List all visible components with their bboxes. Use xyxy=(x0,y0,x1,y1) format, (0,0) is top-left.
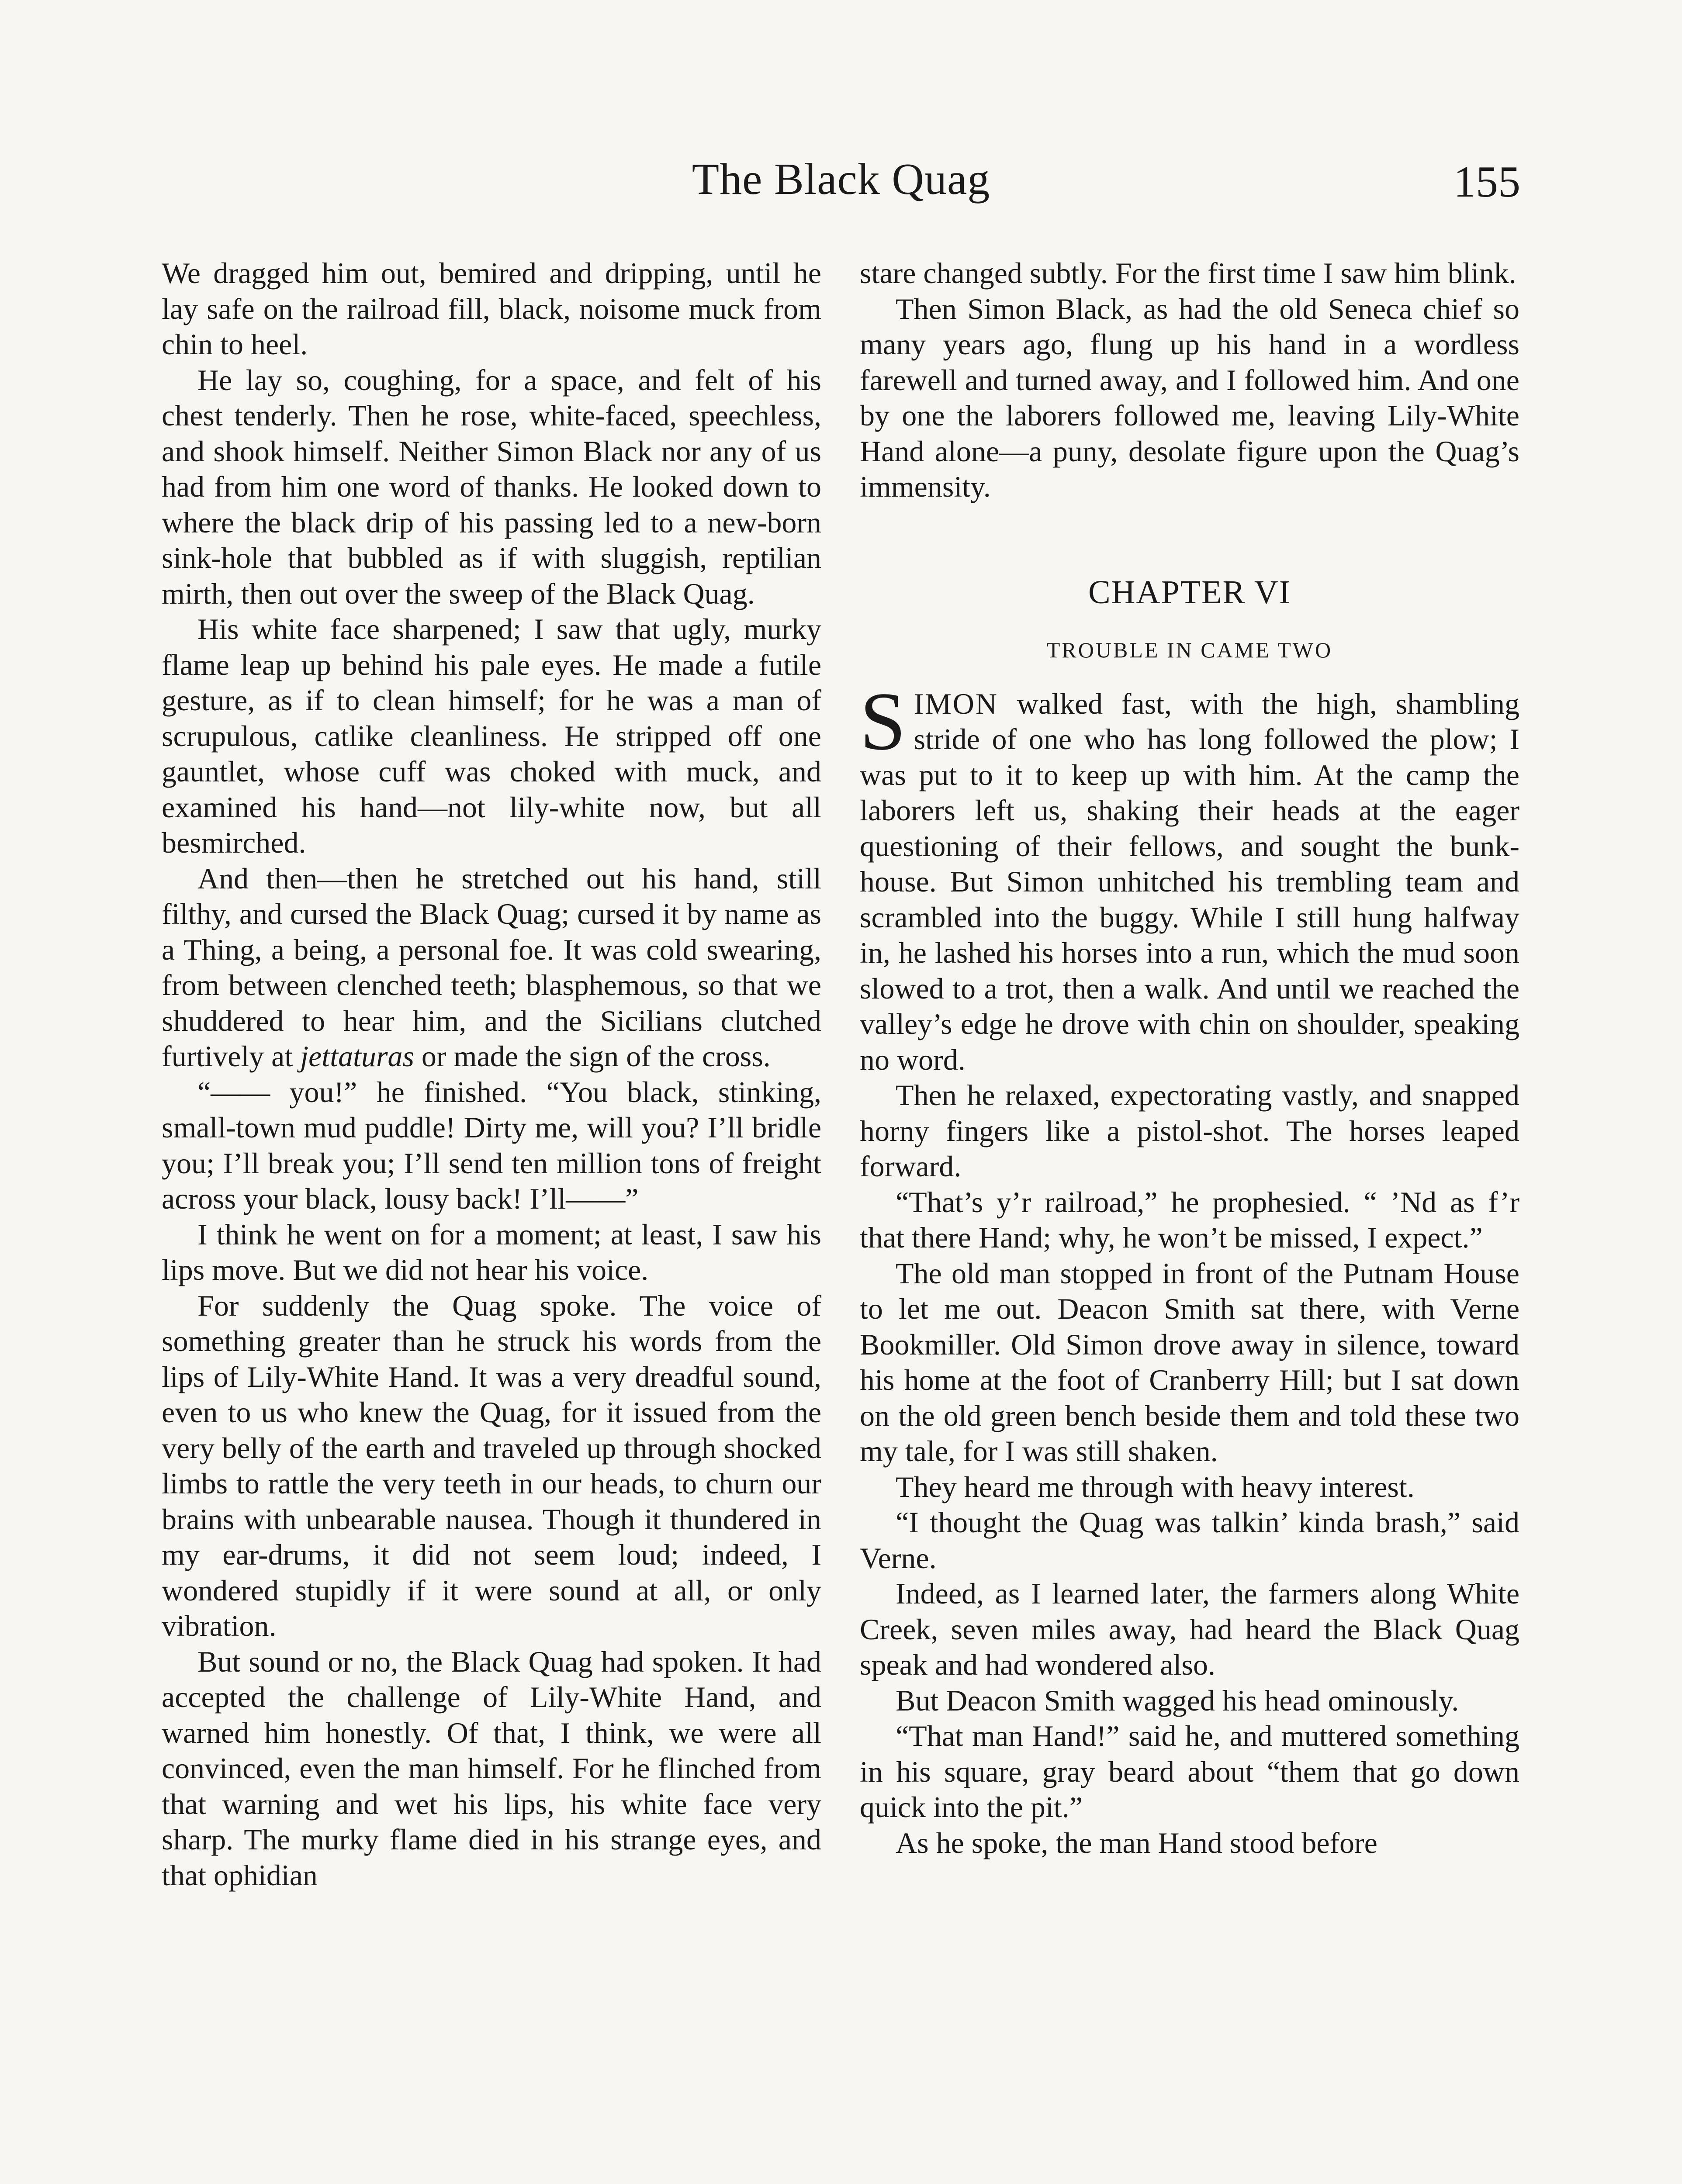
running-title: The Black Quag xyxy=(692,155,990,204)
paragraph-text: walked fast, with the high, shambling stride of one who has long followed the plow; I was put to it to keep up with him. At the camp the laborers left us, shaking their heads at the eager questioning of their fellows, and sought the bunk-house. But Simon unhitched his trembling team and scrambled into the buggy. While I still hung halfway in, he lashed his horses into a run, which the mud soon slowed to a trot, then a walk. And until we reached the valley’s edge he drove with chin on shoulder, speaking no word. xyxy=(860,687,1519,1076)
paragraph: stare changed subtly. For the first time I saw him blink. xyxy=(860,256,1516,290)
paragraph: “—— you!” he finished. “You black, stinking, small-town mud puddle! Dirty me, will you? I’ll bridle you; I’ll break you; I’ll send ten million tons of freight across your black, lousy back! I’ll——” xyxy=(162,1075,821,1215)
chapter-subtitle: TROUBLE IN CAME TWO xyxy=(1046,637,1333,662)
paragraph: “I thought the Quag was talkin’ kinda brash,” said Verne. xyxy=(860,1506,1519,1575)
page-number: 155 xyxy=(1454,157,1520,207)
paragraph: But sound or no, the Black Quag had spoken. It had accepted the challenge of Lily-White Hand, and warned him honestly. Of that, I think, we were all convinced, even the man himself. For he flinched from that warning and wet his lips, his white face very sharp. The murky flame died in his strange eyes, and that ophidian xyxy=(162,1645,821,1892)
paragraph: The old man stopped in front of the Putnam House to let me out. Deacon Smith sat there, with Verne Bookmiller. Old Simon drove away in silence, toward his home at the foot of Cranberry Hill; but I sat down on the old green bench beside them and told these two my tale, for I was still shaken. xyxy=(860,1256,1519,1468)
paragraph: We dragged him out, bemired and dripping, until he lay safe on the railroad fill, black, noisome muck from chin to heel. xyxy=(162,256,821,361)
page-header xyxy=(162,157,1520,232)
paragraph: “That man Hand!” said he, and muttered something in his square, gray beard about “them that go down quick into the pit.” xyxy=(860,1719,1519,1824)
paragraph: As he spoke, the man Hand stood before xyxy=(896,1826,1377,1859)
paragraph: For suddenly the Quag spoke. The voice of something greater than he struck his words from the lips of Lily-White Hand. It was a very dreadful sound, even to us who knew the Quag, for it issued from the very belly of the earth and traveled up through shocked limbs to rattle the very teeth in our heads, to churn our brains with unbearable nausea. Though it thundered in my ear-drums, it did not seem loud; indeed, I wondered stupidly if it were sound at all, or only vibration. xyxy=(162,1289,821,1642)
italic-term: jettaturas xyxy=(300,1040,414,1073)
paragraph-text: or made the sign of the cross. xyxy=(414,1040,771,1073)
drop-cap: S xyxy=(860,675,906,767)
paragraph-text: And then—then he stretched out his hand, still filthy, and cursed the Black Quag; cursed it by name as a Thing, a being, a personal foe. It was cold swearing, from between clenched teeth; blasphemous, so that we shuddered to hear him, and the Sicilians clutched furtively at xyxy=(162,861,821,1073)
paragraph: I think he went on for a moment; at least, I saw his lips move. But we did not hear his voice. xyxy=(162,1217,821,1286)
paragraph: Then Simon Black, as had the old Seneca chief so many years ago, flung up his hand in a wordless farewell and turned away, and I followed him. And one by one the laborers followed me, leaving Lily-White Hand alone—a puny, desolate figure upon the Quag’s immensity. xyxy=(860,292,1519,503)
chapter-heading: CHAPTER VI xyxy=(1088,574,1291,611)
paragraph: Indeed, as I learned later, the farmers along White Creek, seven miles away, had heard the Black Quag speak and had wondered also. xyxy=(860,1577,1519,1681)
left-column xyxy=(162,256,821,1893)
paragraph: But Deacon Smith wagged his head ominously. xyxy=(896,1683,1459,1717)
paragraph: “That’s y’r railroad,” he prophesied. “ ’Nd as f’r that there Hand; why, he won’t be missed, I expect.” xyxy=(860,1185,1519,1254)
paragraph xyxy=(162,861,821,1075)
paragraph: Then he relaxed, expectorating vastly, and snapped horny fingers like a pistol-shot. The horses leaped forward. xyxy=(860,1078,1519,1183)
right-column xyxy=(860,256,1519,1861)
chapter-opening-paragraph xyxy=(860,675,1519,1078)
first-word: IMON xyxy=(914,687,998,720)
paragraph: He lay so, coughing, for a space, and felt of his chest tenderly. Then he rose, white-faced, speechless, and shook himself. Neither Simon Black nor any of us had from him one word of thanks. He looked down to where the black drip of his passing led to a new-born sink-hole that bubbled as if with sluggish, reptilian mirth, then out over the sweep of the Black Quag. xyxy=(162,363,821,610)
paragraph: They heard me through with heavy interest. xyxy=(896,1470,1415,1503)
paragraph: His white face sharpened; I saw that ugly, murky flame leap up behind his pale eyes. He made a futile gesture, as if to clean himself; for he was a man of scrupulous, catlike cleanliness. He stripped off one gauntlet, whose cuff was choked with muck, and examined his hand—not lily-white now, but all besmirched. xyxy=(162,612,821,859)
